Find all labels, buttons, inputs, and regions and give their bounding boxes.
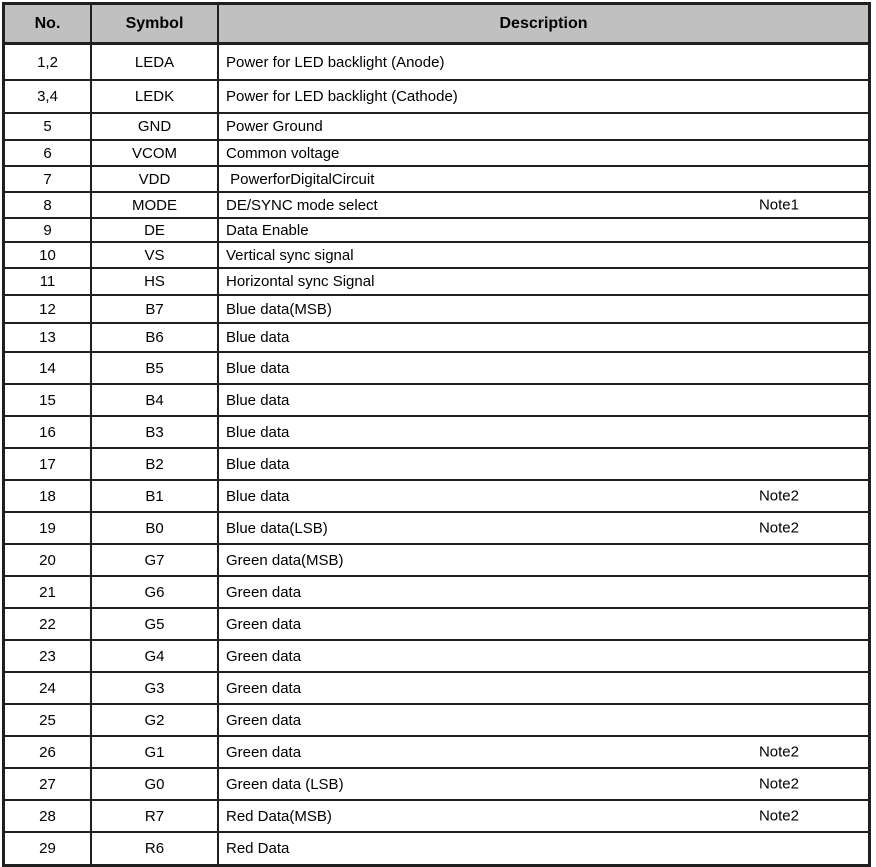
pin-symbol-cell: G2	[92, 705, 219, 735]
pin-symbol-cell: G3	[92, 673, 219, 703]
pin-description-cell	[219, 449, 868, 479]
table-row	[5, 449, 868, 481]
pin-number-cell: 25	[5, 705, 92, 735]
column-header-no: No.	[5, 5, 92, 42]
pin-description-cell	[219, 545, 868, 575]
pin-symbol-cell: R6	[92, 833, 219, 864]
pin-description-cell	[219, 81, 868, 112]
pin-description-cell	[219, 167, 868, 191]
pin-description-cell	[219, 673, 868, 703]
pin-description-cell	[219, 324, 868, 351]
pin-description-cell	[219, 513, 868, 543]
pin-description-cell	[219, 577, 868, 607]
description-text: Green data	[226, 711, 302, 729]
pin-description-cell	[219, 385, 868, 415]
pin-description-cell	[219, 243, 868, 267]
table-row	[5, 545, 868, 577]
description-text: Power for LED backlight (Cathode)	[226, 88, 458, 105]
pin-description-cell	[219, 296, 868, 322]
description-text: Horizontal sync Signal	[226, 273, 375, 290]
pin-number-cell: 28	[5, 801, 92, 831]
column-header-symbol: Symbol	[92, 5, 219, 42]
note-label: Note2	[758, 775, 799, 793]
description-text: Green data	[226, 615, 302, 633]
pin-symbol-cell: B3	[92, 417, 219, 447]
pin-number-cell: 15	[5, 385, 92, 415]
pin-symbol-cell: B0	[92, 513, 219, 543]
table-row	[5, 769, 868, 801]
pin-description-cell	[219, 801, 868, 831]
pin-symbol-cell: B2	[92, 449, 219, 479]
pin-symbol-cell: G5	[92, 609, 219, 639]
table-row	[5, 609, 868, 641]
pin-description-cell	[219, 114, 868, 139]
pin-number-cell: 17	[5, 449, 92, 479]
pin-symbol-cell: B5	[92, 353, 219, 383]
pin-number-cell: 8	[5, 193, 92, 217]
table-row	[5, 481, 868, 513]
pin-symbol-cell: VS	[92, 243, 219, 267]
pin-symbol-cell: G6	[92, 577, 219, 607]
pin-symbol-cell: G0	[92, 769, 219, 799]
table-row	[5, 737, 868, 769]
pin-number-cell: 19	[5, 513, 92, 543]
description-text: Data Enable	[226, 221, 309, 239]
description-text: DE/SYNC mode select	[226, 196, 378, 214]
table-row	[5, 673, 868, 705]
description-text: Power for LED backlight (Anode)	[226, 53, 445, 71]
pin-description-cell	[219, 769, 868, 799]
table-row	[5, 114, 868, 141]
pin-symbol-cell: G7	[92, 545, 219, 575]
table-row	[5, 193, 868, 219]
description-text: Blue data	[226, 359, 290, 377]
pin-number-cell: 16	[5, 417, 92, 447]
pin-number-cell: 7	[5, 167, 92, 191]
description-text: Blue data(MSB)	[226, 300, 332, 318]
pin-symbol-cell: B7	[92, 296, 219, 322]
pin-description-cell	[219, 141, 868, 165]
table-row	[5, 219, 868, 243]
table-row	[5, 141, 868, 167]
pin-number-cell: 9	[5, 219, 92, 241]
pin-description-cell	[219, 481, 868, 511]
pin-description-cell	[219, 705, 868, 735]
pin-symbol-cell: G1	[92, 737, 219, 767]
pin-symbol-cell: LEDK	[92, 81, 219, 112]
pin-description-cell	[219, 737, 868, 767]
table-row	[5, 45, 868, 81]
pin-number-cell: 29	[5, 833, 92, 864]
description-text: Green data(MSB)	[226, 551, 344, 569]
table-row	[5, 417, 868, 449]
pin-number-cell: 3,4	[5, 81, 92, 112]
table-row	[5, 296, 868, 324]
pin-number-cell: 21	[5, 577, 92, 607]
pin-description-table	[2, 2, 871, 867]
pin-number-cell: 14	[5, 353, 92, 383]
table-row	[5, 167, 868, 193]
description-text: Blue data	[226, 391, 290, 409]
table-row	[5, 243, 868, 269]
pin-number-cell: 6	[5, 141, 92, 165]
pin-description-cell	[219, 833, 868, 864]
table-body	[5, 45, 868, 864]
description-text: Power Ground	[226, 118, 323, 135]
table-row	[5, 324, 868, 353]
pin-number-cell: 24	[5, 673, 92, 703]
pin-symbol-cell: DE	[92, 219, 219, 241]
pin-description-cell	[219, 353, 868, 383]
note-label: Note1	[758, 196, 799, 214]
pin-number-cell: 10	[5, 243, 92, 267]
table-row	[5, 269, 868, 296]
description-text: Blue data	[226, 455, 290, 473]
description-text: Blue data	[226, 423, 290, 441]
table-row	[5, 513, 868, 545]
pin-description-cell	[219, 417, 868, 447]
description-text: Red Data(MSB)	[226, 807, 332, 825]
pin-description-cell	[219, 45, 868, 79]
description-text: Red Data	[226, 840, 290, 857]
pin-symbol-cell: B1	[92, 481, 219, 511]
pin-symbol-cell: G4	[92, 641, 219, 671]
description-text: Green data	[226, 583, 302, 601]
pin-number-cell: 5	[5, 114, 92, 139]
table-row	[5, 577, 868, 609]
note-label: Note2	[758, 487, 799, 505]
column-header-description: Description	[499, 14, 588, 32]
table-row	[5, 641, 868, 673]
pin-number-cell: 1,2	[5, 45, 92, 79]
note-label: Note2	[758, 519, 799, 537]
description-text: Blue data	[226, 487, 290, 505]
table-row	[5, 833, 868, 864]
pin-description-cell	[219, 609, 868, 639]
table-row	[5, 801, 868, 833]
description-text: Vertical sync signal	[226, 246, 354, 264]
pin-symbol-cell: VCOM	[92, 141, 219, 165]
description-text: Green data	[226, 679, 302, 697]
description-text: Green data	[226, 647, 302, 665]
description-text: Common voltage	[226, 144, 340, 162]
pin-number-cell: 23	[5, 641, 92, 671]
table-row	[5, 353, 868, 385]
pin-description-cell	[219, 641, 868, 671]
table-header-row	[5, 5, 868, 45]
pin-description-cell	[219, 269, 868, 294]
description-text: Green data (LSB)	[226, 775, 344, 793]
table-row	[5, 385, 868, 417]
note-label: Note2	[758, 743, 799, 761]
pin-symbol-cell: VDD	[92, 167, 219, 191]
pin-number-cell: 27	[5, 769, 92, 799]
description-text: Blue data(LSB)	[226, 519, 328, 537]
pin-description-cell	[219, 193, 868, 217]
pin-description-cell	[219, 219, 868, 241]
pin-number-cell: 26	[5, 737, 92, 767]
pin-symbol-cell: B4	[92, 385, 219, 415]
pin-symbol-cell: MODE	[92, 193, 219, 217]
table-row	[5, 705, 868, 737]
pin-symbol-cell: LEDA	[92, 45, 219, 79]
pin-symbol-cell: GND	[92, 114, 219, 139]
pin-symbol-cell: B6	[92, 324, 219, 351]
description-text: PowerforDigitalCircuit	[226, 170, 375, 188]
note-label: Note2	[758, 807, 799, 825]
pin-number-cell: 12	[5, 296, 92, 322]
table-row	[5, 81, 868, 114]
pin-symbol-cell: R7	[92, 801, 219, 831]
description-text: Green data	[226, 743, 302, 761]
pin-number-cell: 11	[5, 269, 92, 294]
pin-number-cell: 18	[5, 481, 92, 511]
description-text: Blue data	[226, 329, 290, 346]
pin-symbol-cell: HS	[92, 269, 219, 294]
pin-number-cell: 22	[5, 609, 92, 639]
pin-number-cell: 20	[5, 545, 92, 575]
pin-number-cell: 13	[5, 324, 92, 351]
